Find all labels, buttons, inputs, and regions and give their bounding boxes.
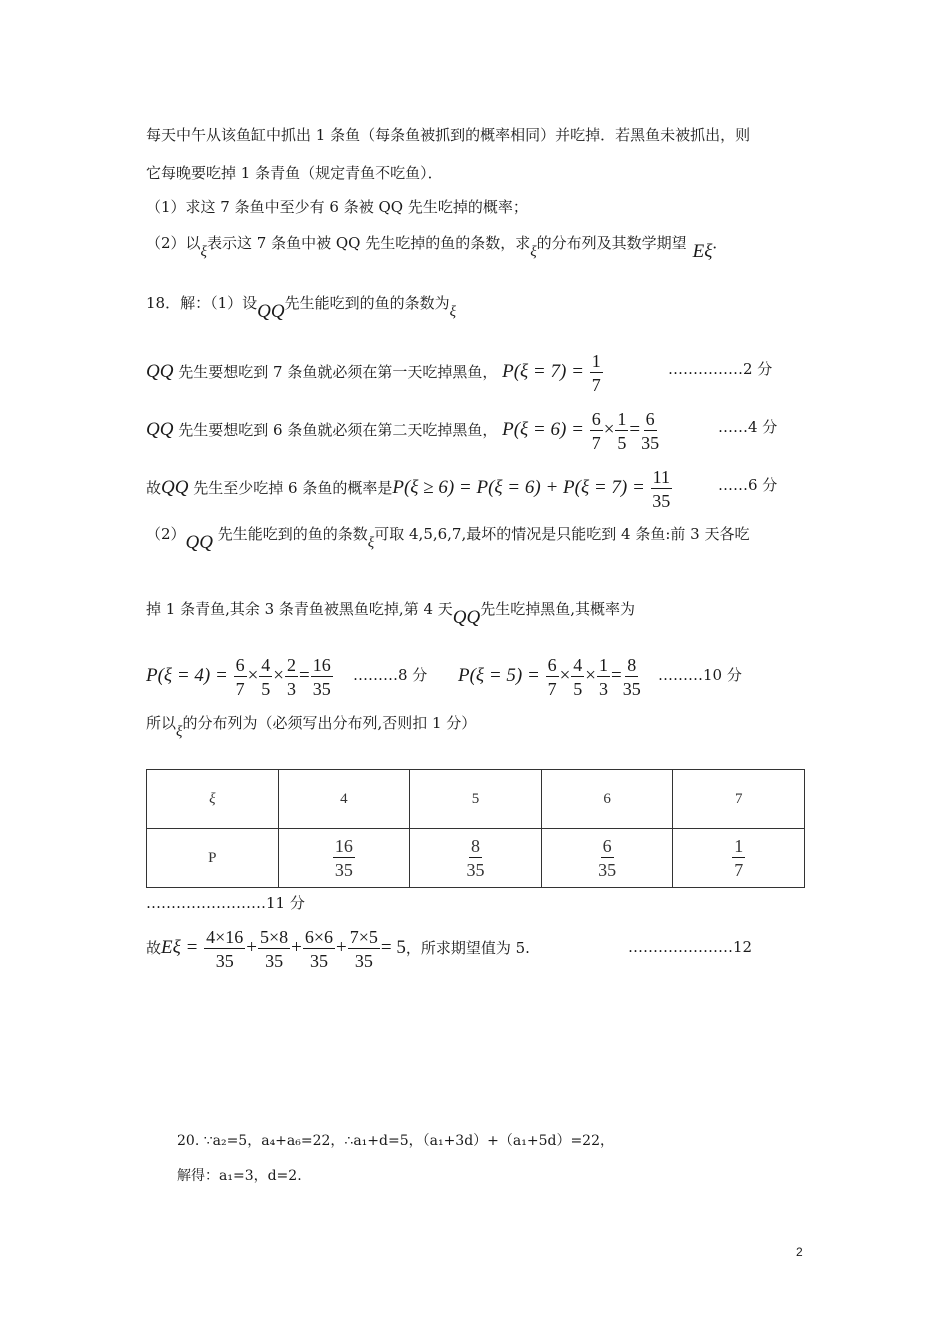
solution-18-intro (146, 293, 457, 322)
table-row (147, 770, 805, 829)
times-symbol: × (559, 665, 571, 686)
qq-symbol: QQ (185, 532, 213, 553)
fraction: $\frac{6\times 6}{35}$ (304, 927, 334, 971)
expectation-lhs: Eξ = (161, 937, 199, 958)
times-symbol: × (585, 665, 597, 686)
fraction: $\frac{2}{3}$ (287, 655, 297, 699)
times-symbol: × (247, 665, 259, 686)
fraction: $\frac{6}{35}$ (641, 409, 660, 453)
expectation-line (146, 928, 530, 970)
part-2-line-2-a: 掉 1 条青鱼,其余 3 条青鱼被黑鱼吃掉,第 4 天 (146, 600, 453, 618)
problem-20-line-1: 20. ∵a₂=5，a₄+a₆=22，∴a₁+d=5，（a₁+3d）+（a₁+5d）=22， (177, 1133, 615, 1149)
fraction: $\frac{1}{3}$ (599, 655, 609, 699)
solution-label: 18．解：（1）设 (146, 294, 258, 312)
part-2-text-b: 可取 4,5,6,7,最坏的情况是只能吃到 4 条鱼:前 3 天各吃 (374, 525, 750, 543)
fraction: $\frac{1}{7}$ (734, 836, 744, 880)
table-header-cell: 7 (673, 770, 805, 829)
fraction: $\frac{1}{7}$ (591, 351, 601, 395)
page-number: 2 (796, 1245, 803, 1259)
score-4: ……4 分 (718, 418, 778, 436)
problem-line-1: 每天中午从该鱼缸中抓出 1 条鱼（每条鱼被抓到的概率相同）并吃掉．若黑鱼未被抓出，则 (146, 126, 751, 144)
table-header-cell: 6 (541, 770, 673, 829)
q2-part-a: （2）以 (146, 234, 201, 252)
expectation-suffix: ，所求期望值为 5. (405, 939, 530, 957)
part-2-text-a: 先生能吃到的鱼的条数 (217, 525, 368, 543)
score-2: ……………2 分 (668, 360, 773, 378)
question-1: （1）求这 7 条鱼中至少有 6 条被 QQ 先生吃掉的概率； (146, 198, 528, 216)
score-12: …………………12 (628, 938, 753, 956)
distribution-intro-b: 的分布列为（必须写出分布列,否则扣 1 分） (182, 714, 477, 732)
problem-line-2: 它每晚要吃掉 1 条青鱼（规定青鱼不吃鱼）． (146, 164, 443, 182)
plus-symbol: + (291, 937, 302, 958)
equals-symbol: = (299, 665, 310, 686)
fraction: $\frac{6}{7}$ (547, 655, 557, 699)
table-row (147, 829, 805, 888)
distribution-intro-a: 所以 (146, 714, 177, 732)
distribution-table (146, 769, 805, 888)
formula-p5-lhs: P(ξ = 5) = (458, 665, 540, 686)
qq-symbol: QQ (452, 607, 481, 628)
part-2-line-2-b: 先生吃掉黑鱼,其概率为 (480, 600, 636, 618)
plus-symbol: + (246, 937, 257, 958)
fraction: $\frac{4\times 16}{35}$ (206, 927, 244, 971)
solution-intro-tail: 先生能吃到的鱼的条数为 (284, 294, 450, 312)
times-symbol: × (273, 665, 285, 686)
xi-symbol: ξ (367, 535, 375, 551)
table-cell (410, 829, 542, 888)
equals-symbol: = (611, 665, 622, 686)
formula-p7-lhs: P(ξ = 7) = (502, 361, 584, 382)
step-2-text: 先生要想吃到 6 条鱼就必须在第二天吃掉黑鱼， (178, 421, 498, 439)
table-cell (541, 829, 673, 888)
step-3-prefix: 故 (146, 479, 162, 497)
table-cell (673, 829, 805, 888)
xi-symbol: ξ (530, 244, 537, 260)
distribution-intro (146, 714, 477, 740)
step-1 (146, 352, 604, 394)
formula-p4-lhs: P(ξ = 4) = (146, 665, 228, 686)
step-3 (146, 468, 673, 510)
formula-p5 (458, 656, 642, 698)
fraction: $\frac{6}{7}$ (591, 409, 601, 453)
problem-20-line-2: 解得：a₁=3，d=2. (177, 1168, 302, 1184)
table-header-cell: 4 (278, 770, 410, 829)
score-6: ……6 分 (718, 476, 778, 494)
expectation-symbol: Eξ (692, 241, 713, 262)
q2-end: ． (712, 234, 728, 252)
qq-symbol: QQ (146, 361, 174, 382)
fraction: $\frac{7\times 5}{35}$ (349, 927, 378, 971)
q2-part-b: 表示这 7 条鱼中被 QQ 先生吃掉的鱼的条数，求 (206, 234, 531, 252)
score-10: ………10 分 (658, 666, 742, 684)
question-2 (146, 233, 728, 262)
fraction: $\frac{16}{35}$ (312, 655, 331, 699)
fraction: $\frac{6}{7}$ (235, 655, 245, 699)
qq-symbol: QQ (161, 477, 189, 498)
table-header-cell: ξ (147, 770, 279, 829)
fraction: $\frac{8}{35}$ (622, 655, 641, 699)
table-row-label: P (147, 829, 279, 888)
formula-p6-lhs: P(ξ = 6) = (502, 419, 584, 440)
qq-symbol: QQ (257, 301, 285, 322)
step-3-text: 先生至少吃掉 6 条鱼的概率是 (193, 479, 393, 497)
formula-pge6-lhs: P(ξ ≥ 6) = P(ξ = 6) + P(ξ = 7) = (392, 477, 645, 498)
fraction: $\frac{4}{5}$ (573, 655, 583, 699)
part-2-line-1 (146, 524, 750, 553)
equals-symbol: = (629, 419, 641, 440)
formula-p4 (146, 656, 334, 698)
expectation-rhs: = 5 (380, 937, 406, 958)
step-2 (146, 410, 660, 452)
fraction: $\frac{5\times 8}{35}$ (260, 927, 289, 971)
xi-symbol: ξ (449, 304, 457, 320)
part-2-line-2 (146, 599, 636, 628)
fraction: $\frac{1}{5}$ (617, 409, 627, 453)
plus-symbol: + (336, 937, 347, 958)
fraction: $\frac{11}{35}$ (652, 467, 671, 511)
score-11: ……………………11 分 (146, 894, 305, 912)
fraction: $\frac{4}{5}$ (261, 655, 271, 699)
table-header-cell: 5 (410, 770, 542, 829)
fraction: $\frac{16}{35}$ (334, 836, 353, 880)
fraction: $\frac{8}{35}$ (466, 836, 485, 880)
qq-symbol: QQ (146, 419, 174, 440)
step-1-text: 先生要想吃到 7 条鱼就必须在第一天吃掉黑鱼， (178, 363, 498, 381)
expectation-prefix: 故 (146, 939, 162, 957)
table-cell (278, 829, 410, 888)
part-2-label: （2） (146, 525, 186, 543)
q2-part-c: 的分布列及其数学期望 (536, 234, 687, 252)
xi-symbol: ξ (176, 724, 183, 740)
fraction: $\frac{6}{35}$ (598, 836, 617, 880)
times-symbol: × (603, 419, 615, 440)
score-8: ………8 分 (353, 666, 428, 684)
xi-symbol: ξ (200, 244, 207, 260)
